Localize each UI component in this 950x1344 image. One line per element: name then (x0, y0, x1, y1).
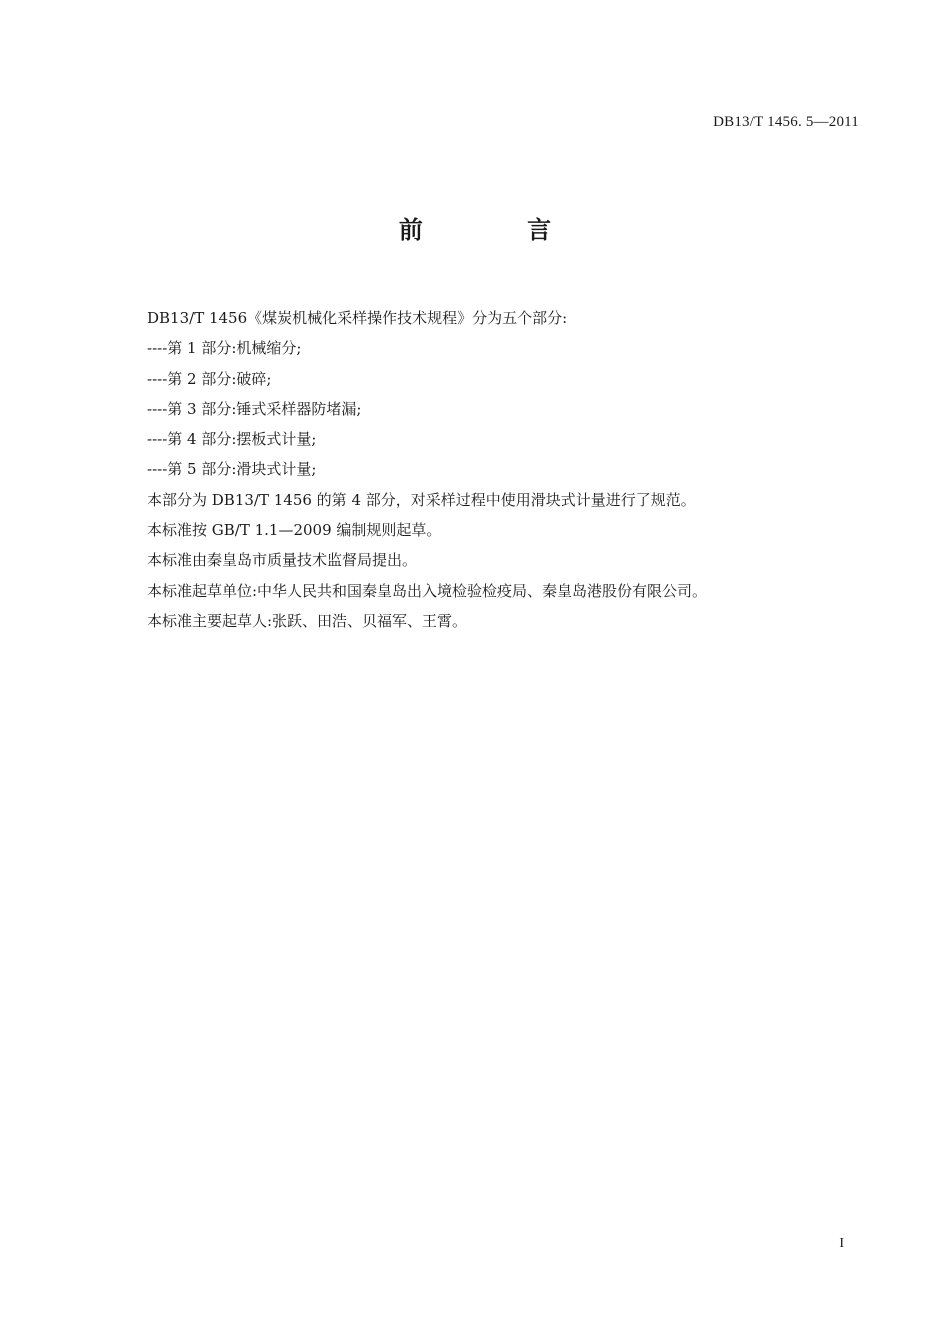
proposer-paragraph: 本标准由秦皇岛市质量技术监督局提出。 (147, 551, 418, 570)
part-1-item: ----第 1 部分:机械缩分; (147, 339, 302, 358)
part-5-item: ----第 5 部分:滑块式计量; (147, 460, 317, 479)
intro-paragraph: DB13/T 1456《煤炭机械化采样操作技术规程》分为五个部分: (147, 309, 568, 327)
part-2-item: ----第 2 部分:破碎; (147, 369, 272, 388)
part-4-item: ----第 4 部分:摆板式计量; (147, 430, 317, 449)
drafters-paragraph: 本标准主要起草人:张跃、田浩、贝福军、王霄。 (147, 611, 468, 630)
foreword-body (147, 303, 867, 636)
page-number: I (839, 1236, 844, 1251)
part-3-item: ----第 3 部分:锤式采样器防堵漏; (147, 399, 362, 418)
drafting-rules-paragraph: 本标准按 GB/T 1.1—2009 编制规则起草。 (147, 521, 442, 540)
standard-code: DB13/T 1456. 5—2011 (713, 114, 859, 130)
page-title: 前 言 (398, 216, 600, 244)
scope-paragraph: 本部分为 DB13/T 1456 的第 4 部分，对采样过程中使用滑块式计量进行了规范。 (147, 490, 696, 509)
drafting-units-paragraph: 本标准起草单位:中华人民共和国秦皇岛出入境检验检疫局、秦皇岛港股份有限公司。 (147, 581, 708, 600)
